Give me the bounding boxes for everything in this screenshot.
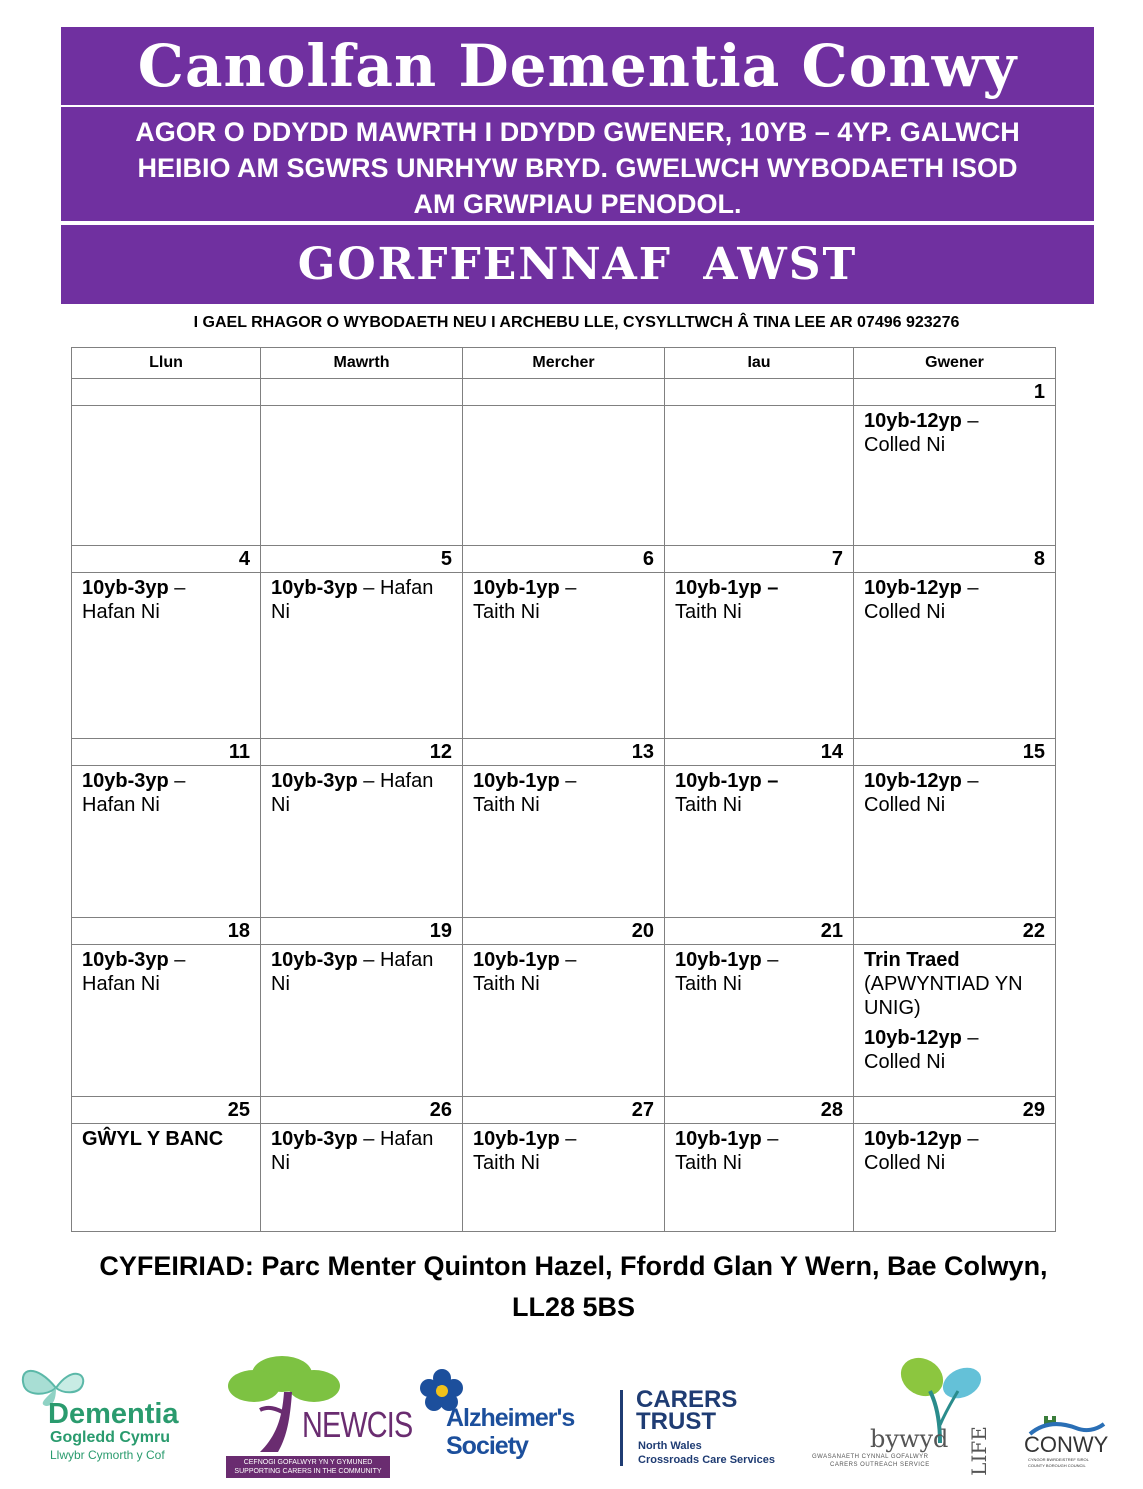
date-number: 25 (72, 1097, 261, 1124)
date-number: 6 (463, 546, 665, 573)
event-cell (665, 945, 854, 1097)
event-time-line (864, 1127, 1047, 1151)
event-title: Trin Traed (864, 949, 960, 971)
event-time: 10yb-12yp (864, 410, 962, 432)
event-cell (854, 766, 1056, 918)
event-dash: – (559, 577, 577, 599)
event-name: Colled Ni (864, 794, 946, 816)
alzheimers-line1: Alzheimer's (446, 1404, 575, 1432)
event-time-line (675, 576, 845, 600)
event-row (72, 406, 1056, 546)
event-cell (72, 766, 261, 918)
event-cell (665, 1124, 854, 1232)
event-cell (261, 573, 463, 739)
event-time: 10yb-1yp – (675, 770, 779, 792)
event-cell (463, 945, 665, 1097)
event-cell (854, 1124, 1056, 1232)
event-time-line (675, 1127, 845, 1151)
event-cell (854, 406, 1056, 546)
event-row (72, 1124, 1056, 1232)
event-cell (72, 573, 261, 739)
event-dash: – Hafan (357, 1128, 434, 1150)
event-name: Colled Ni (864, 1051, 946, 1073)
event-name: Hafan Ni (82, 601, 160, 623)
event-row (72, 766, 1056, 918)
event-name: Taith Ni (675, 601, 742, 623)
event-cell (665, 573, 854, 739)
event-time-line (271, 576, 454, 600)
event-time: 10yb-12yp (864, 770, 962, 792)
event-cell (72, 945, 261, 1097)
event-dash: – (559, 770, 577, 792)
event-name: Taith Ni (675, 973, 742, 995)
event-cell (72, 406, 261, 546)
bywyd-tagline-welsh: GWASANAETH CYNNAL GOFALWYR (812, 1454, 929, 1460)
date-number: 5 (261, 546, 463, 573)
date-number: 14 (665, 739, 854, 766)
dementia-logo-line1: Dementia (48, 1398, 179, 1430)
event-note: (APWYNTIAD YN UNIG) (864, 973, 1023, 1019)
date-number: 15 (854, 739, 1056, 766)
event-name: Hafan Ni (82, 794, 160, 816)
newcis-tagline (226, 1456, 390, 1478)
event-name: Hafan Ni (82, 973, 160, 995)
weekday-header: Mawrth (261, 348, 463, 379)
event-cell (665, 766, 854, 918)
date-number: 8 (854, 546, 1056, 573)
newcis-logo (224, 1352, 413, 1478)
newcis-tagline-welsh: CEFNOGI GOFALWYR YN Y GYMUNED (243, 1459, 373, 1466)
bywyd-tagline-english: CARERS OUTREACH SERVICE (830, 1462, 930, 1468)
event-cell (463, 573, 665, 739)
carers-line1: CARERS (636, 1386, 738, 1413)
date-number: 4 (72, 546, 261, 573)
weekday-header: Llun (72, 348, 261, 379)
event-cell (463, 1124, 665, 1232)
date-number: 27 (463, 1097, 665, 1124)
event-cell (854, 573, 1056, 739)
date-number: 29 (854, 1097, 1056, 1124)
event-dash: – (168, 949, 186, 971)
event-time: 10yb-1yp (473, 770, 560, 792)
carers-line3: North Wales (638, 1440, 702, 1452)
date-number: 19 (261, 918, 463, 945)
date-number (665, 379, 854, 406)
event-dash: – (168, 770, 186, 792)
date-number: 20 (463, 918, 665, 945)
event-cell (72, 1124, 261, 1232)
event-time-line (473, 576, 656, 600)
date-row (72, 1097, 1056, 1124)
event-time: 10yb-3yp (271, 949, 358, 971)
event-time: GŴYL Y BANC (82, 1128, 224, 1150)
event-time-line (473, 1127, 656, 1151)
event-name: Taith Ni (675, 1152, 742, 1174)
event-name: Colled Ni (864, 1152, 946, 1174)
date-number: 7 (665, 546, 854, 573)
date-number: 21 (665, 918, 854, 945)
event-dash: – (168, 577, 186, 599)
newcis-name: NEWCIS (302, 1404, 413, 1445)
date-row (72, 739, 1056, 766)
date-number: 26 (261, 1097, 463, 1124)
date-number: 13 (463, 739, 665, 766)
date-number (72, 379, 261, 406)
event-time: 10yb-3yp (271, 577, 358, 599)
calendar-table (71, 347, 1056, 1232)
date-number (463, 379, 665, 406)
event-dash: – (961, 577, 979, 599)
event-dash: – (559, 949, 577, 971)
event-time: 10yb-1yp (675, 949, 762, 971)
event-dash: – (961, 770, 979, 792)
event-time: 10yb-12yp (864, 577, 962, 599)
event-name: Taith Ni (473, 1152, 540, 1174)
event-cell (261, 945, 463, 1097)
dementia-logo-line2: Gogledd Cymru (50, 1429, 171, 1446)
event-time-line (864, 576, 1047, 600)
month-title: GORFFENNAF AWST (297, 239, 858, 290)
bywyd-life-logo (810, 1355, 991, 1476)
event-time-line (473, 769, 656, 793)
page-title: Canolfan Dementia Conwy (137, 32, 1018, 100)
event-cell (665, 406, 854, 546)
event-time-line (473, 948, 656, 972)
event-dash: – Hafan (357, 577, 434, 599)
event-time: 10yb-12yp (864, 1027, 962, 1049)
event-dash: – Hafan (357, 949, 434, 971)
event-time-line (271, 1127, 454, 1151)
address: CYFEIRIAD: Parc Menter Quinton Hazel, Ffordd Glan Y Wern, Bae Colwyn, LL28 5BS (99, 1251, 1048, 1322)
event-name: Ni (271, 1152, 290, 1174)
carers-trust-logo (620, 1388, 795, 1472)
event-time: 10yb-1yp (473, 577, 560, 599)
event-time-line (271, 769, 454, 793)
alzheimers-line2: Society (446, 1432, 528, 1460)
event-time: 10yb-3yp (82, 577, 169, 599)
event-cell (463, 406, 665, 546)
event-time-line (675, 948, 845, 972)
event-row (72, 945, 1056, 1097)
conwy-name: CONWY (1024, 1432, 1109, 1457)
opening-hours-text: AGOR O DDYDD MAWRTH I DDYDD GWENER, 10YB – 4YP. GALWCH HEIBIO AM SGWRS UNRHYW BRYD. GWELWCH WYBODAETH ISOD AM GRWPIAU PENODOL. (135, 117, 1020, 219)
date-row (72, 379, 1056, 406)
carers-line4: Crossroads Care Services (638, 1454, 775, 1466)
dementia-gogledd-cymru-logo (16, 1358, 206, 1468)
event-time-line (864, 769, 1047, 793)
conwy-tagline-english: COUNTY BOROUGH COUNCIL (1028, 1463, 1086, 1468)
event-time: 10yb-3yp (271, 770, 358, 792)
event-dash: – (961, 410, 979, 432)
event-dash: – (761, 949, 779, 971)
date-number: 28 (665, 1097, 854, 1124)
event-time: 10yb-3yp (271, 1128, 358, 1150)
event-cell (463, 766, 665, 918)
event-dash: – (559, 1128, 577, 1150)
event-time-line (82, 948, 252, 972)
weekday-header-row (72, 348, 1056, 379)
bywyd-life-text: LIFE (966, 1426, 991, 1476)
event-name: Ni (271, 973, 290, 995)
event-cell (261, 1124, 463, 1232)
event-cell (261, 406, 463, 546)
event-cell (854, 945, 1056, 1097)
event-time: 10yb-3yp (82, 770, 169, 792)
date-number: 12 (261, 739, 463, 766)
weekday-header: Gwener (854, 348, 1056, 379)
event-time-line (864, 409, 1047, 433)
event-cell (261, 766, 463, 918)
event-dash: – Hafan (357, 770, 434, 792)
event-time-line (82, 769, 252, 793)
carers-divider (620, 1390, 623, 1466)
newcis-tagline-english: SUPPORTING CARERS IN THE COMMUNITY (234, 1468, 382, 1475)
date-number: 18 (72, 918, 261, 945)
event-name: Ni (271, 794, 290, 816)
event-time: 10yb-1yp (675, 1128, 762, 1150)
event-name: Taith Ni (473, 601, 540, 623)
carers-line2: TRUST (636, 1408, 716, 1435)
weekday-header: Iau (665, 348, 854, 379)
event-dash: – (961, 1128, 979, 1150)
event-time: 10yb-1yp (473, 1128, 560, 1150)
conwy-tagline-welsh: CYNGOR BWRDEISTREF SIROL (1028, 1457, 1089, 1462)
conwy-council-logo (1020, 1412, 1110, 1472)
event-time: 10yb-12yp (864, 1128, 962, 1150)
event-row (72, 573, 1056, 739)
month-banner (61, 225, 1094, 304)
event-time-line (271, 948, 454, 972)
event-dash: – (961, 1027, 979, 1049)
event-name: Ni (271, 601, 290, 623)
date-number: 11 (72, 739, 261, 766)
event-dash: – (761, 1128, 779, 1150)
date-row (72, 918, 1056, 945)
date-number (261, 379, 463, 406)
date-number: 1 (854, 379, 1056, 406)
event-time: 10yb-1yp – (675, 577, 779, 599)
event-name: Colled Ni (864, 434, 946, 456)
contact-line: I GAEL RHAGOR O WYBODAETH NEU I ARCHEBU LLE, CYSYLLTWCH Â TINA LEE AR 07496 923276 (193, 314, 960, 331)
event-time-line (82, 1127, 252, 1151)
event-name: Taith Ni (473, 973, 540, 995)
event-time: 10yb-3yp (82, 949, 169, 971)
weekday-header: Mercher (463, 348, 665, 379)
date-row (72, 546, 1056, 573)
alzheimers-society-logo (418, 1368, 593, 1468)
opening-hours-banner (61, 107, 1094, 221)
title-banner (61, 27, 1094, 105)
event-name: Taith Ni (473, 794, 540, 816)
event-name: Colled Ni (864, 601, 946, 623)
dementia-logo-line3: Llwybr Cymorth y Cof (50, 1448, 165, 1462)
bywyd-name: bywyd (870, 1425, 949, 1453)
event-time-line (864, 1026, 1047, 1050)
event-name: Taith Ni (675, 794, 742, 816)
event-time: 10yb-1yp (473, 949, 560, 971)
date-number: 22 (854, 918, 1056, 945)
event-time-line (675, 769, 845, 793)
event-time-line (82, 576, 252, 600)
